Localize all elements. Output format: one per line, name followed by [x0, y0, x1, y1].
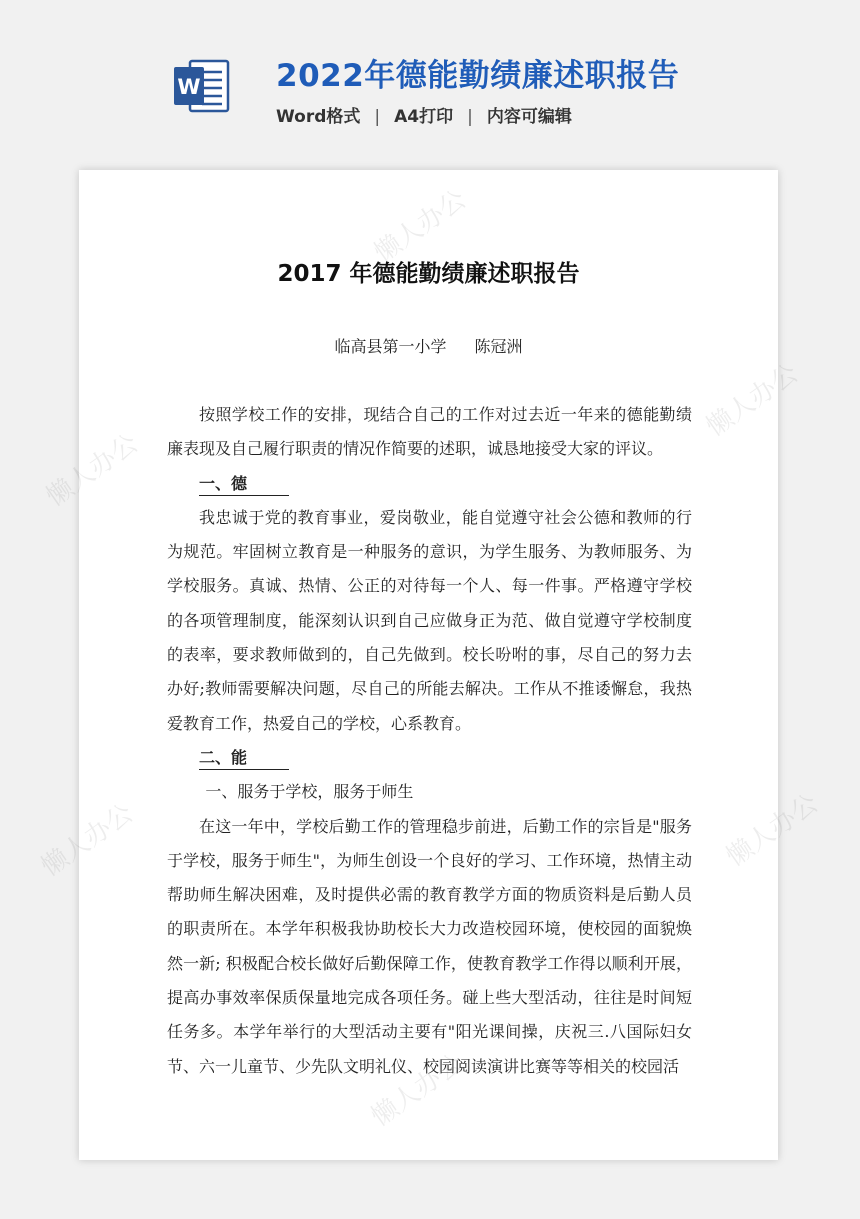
- document-page: [36, 170, 824, 1160]
- watermark: 懒人办公: [366, 1048, 469, 1133]
- section-heading-label: 一、德: [199, 473, 289, 496]
- watermark: 懒人办公: [36, 798, 139, 883]
- subsection-heading: 一、服务于学校，服务于师生: [205, 782, 414, 802]
- section-heading-label: 二、能: [199, 747, 289, 770]
- meta-print: A4打印: [394, 107, 454, 127]
- report-title: 2017 年德能勤绩廉述职报告: [277, 261, 580, 287]
- meta-editable: 内容可编辑: [486, 107, 572, 127]
- author-name: 陈冠洲: [474, 337, 523, 356]
- author-school: 临高县第一小学: [334, 337, 447, 356]
- header: [0, 0, 860, 160]
- report-author: [79, 334, 778, 357]
- section-neng-paragraph: 在这一年中，学校后勤工作的管理稳步前进，后勤工作的宗旨是"服务于学校，服务于师生"，为师生创设一个良好的学习、工作环境，热情主动帮助师生解决困难，及时提供必需的教育教学方面的物质资料是后勤人员的职责所在。本学年积极我协助校长大力改造校园环境，使校园的面貌焕然一新; 积极配合校长做好后勤保障工作，使教育教学工作得以顺利开展，提高办事效率保质保量地完成各项任务。碰上些大型活动，往往是时间短任务多。本学年举行的大型活动主要有"阳光课间操，庆祝三.八国际妇女节、六一儿童节、少先队文明礼仪、校园阅读演讲比赛等等相关的校园活: [167, 816, 692, 1076]
- meta-separator: |: [467, 107, 473, 127]
- section-de-paragraph: 我忠诚于党的教育事业，爱岗敬业，能自觉遵守社会公德和教师的行为规范。牢固树立教育是一种服务的意识，为学生服务、为教师服务、为学校服务。真诚、热情、公正的对待每一个人、每一件事。严格遵守学校的各项管理制度，能深刻认识到自己应做身正为范、做自觉遵守学校制度的表率，要求教师做到的，自己先做到。校长吩咐的事，尽自己的努力去办好;教师需要解决问题，尽自己的所能去解决。工作从不推诿懈怠，我热爱教育工作，热爱自己的学校，心系教育。: [167, 507, 692, 733]
- watermark: 懒人办公: [721, 788, 824, 873]
- word-document-icon: [172, 58, 230, 114]
- document-title: 2022年德能勤绩廉述职报告: [276, 58, 680, 94]
- section-heading-de: [167, 467, 692, 501]
- report-body: [167, 398, 692, 1084]
- intro-paragraph: 按照学校工作的安排，现结合自己的工作对过去近一年来的德能勤绩廉表现及自己履行职责的情况作简要的述职，诚恳地接受大家的评议。: [167, 405, 692, 459]
- document-meta: [276, 102, 572, 127]
- meta-format: Word格式: [276, 107, 361, 127]
- section-heading-neng: [167, 741, 692, 775]
- svg-text:W: W: [177, 75, 201, 99]
- meta-separator: |: [374, 107, 381, 127]
- watermark: 懒人办公: [41, 428, 144, 513]
- watermark: 懒人办公: [701, 358, 804, 443]
- watermark: 懒人办公: [369, 184, 472, 269]
